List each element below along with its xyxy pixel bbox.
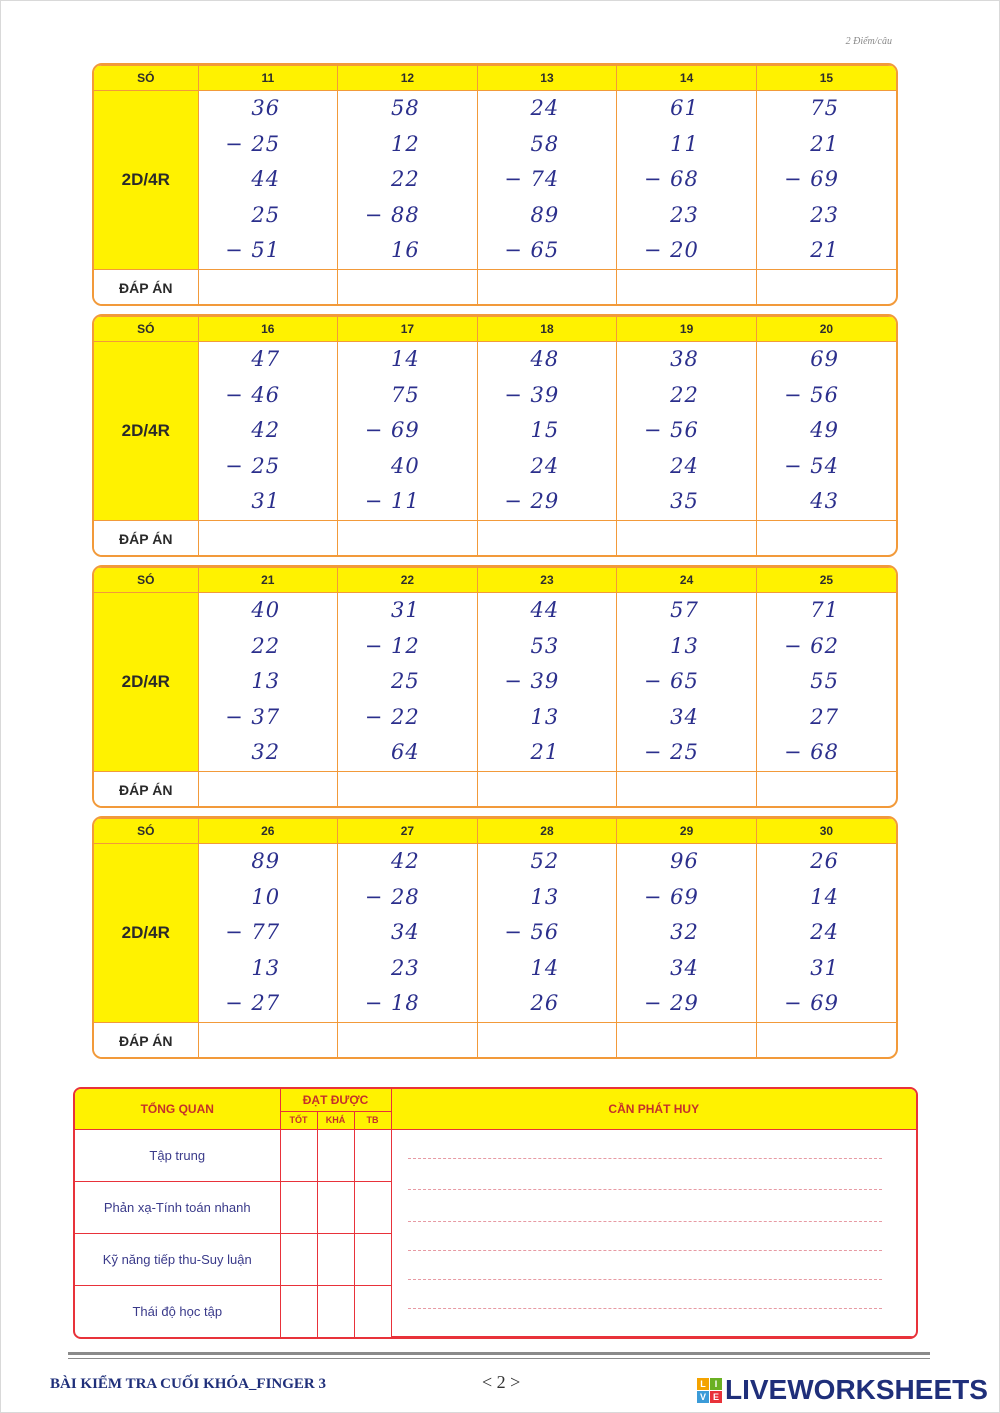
operand: − 39 xyxy=(504,669,560,694)
problem-numbers xyxy=(756,91,896,270)
operand: − 29 xyxy=(643,991,699,1016)
fair-header: KHÁ xyxy=(317,1111,354,1129)
so-header: SÓ xyxy=(94,819,198,844)
problem-block xyxy=(92,63,898,306)
good-header: TỐT xyxy=(280,1111,317,1129)
operand: 40 xyxy=(390,453,420,478)
operand: 31 xyxy=(810,955,839,980)
problem-number: 21 xyxy=(198,568,338,593)
operand: − 37 xyxy=(225,704,281,729)
problem-numbers xyxy=(756,593,896,772)
so-header: SÓ xyxy=(94,317,198,342)
answer-cell[interactable] xyxy=(617,520,757,557)
answer-cell[interactable] xyxy=(477,771,617,808)
criterion-reasoning: Kỹ năng tiếp thu-Suy luận xyxy=(75,1234,280,1286)
operand: 10 xyxy=(251,884,281,909)
problem-numbers xyxy=(198,342,338,521)
problem-numbers xyxy=(617,844,757,1023)
operand: 31 xyxy=(390,598,420,622)
operand: 71 xyxy=(810,598,839,622)
operand: 48 xyxy=(530,347,560,371)
rating-good-cell[interactable] xyxy=(280,1286,317,1337)
operand: 75 xyxy=(390,382,420,407)
operand: 14 xyxy=(530,955,560,980)
operand: 26 xyxy=(530,991,560,1016)
operand: 16 xyxy=(390,238,420,263)
row-label: 2D/4R xyxy=(94,91,198,270)
answer-label: ĐÁP ÁN xyxy=(94,269,198,306)
problem-numbers xyxy=(198,593,338,772)
page-number: < 2 > xyxy=(482,1372,521,1392)
operand: − 68 xyxy=(784,740,839,765)
answer-cell[interactable] xyxy=(198,771,338,808)
rating-good-cell[interactable] xyxy=(280,1234,317,1286)
operand: 89 xyxy=(530,202,560,227)
operand: 32 xyxy=(251,740,281,765)
operand: 61 xyxy=(670,96,699,120)
rating-fair-cell[interactable] xyxy=(317,1234,354,1286)
answer-cell[interactable] xyxy=(617,269,757,306)
problem-numbers xyxy=(338,342,478,521)
operand: 21 xyxy=(530,740,560,765)
answer-cell[interactable] xyxy=(338,1022,478,1059)
problem-block xyxy=(92,816,898,1059)
operand: 35 xyxy=(670,489,699,514)
summary-table xyxy=(73,1087,918,1339)
operand: − 88 xyxy=(364,202,420,227)
answer-cell[interactable] xyxy=(338,771,478,808)
problem-numbers xyxy=(338,91,478,270)
operand: 75 xyxy=(810,96,839,120)
criterion-reflex: Phản xạ-Tính toán nhanh xyxy=(75,1181,280,1233)
operand: 53 xyxy=(530,633,560,658)
footer-divider xyxy=(68,1352,930,1355)
operand: − 29 xyxy=(504,489,560,514)
problem-number: 23 xyxy=(477,568,617,593)
problem-numbers xyxy=(198,844,338,1023)
operand: 22 xyxy=(670,382,699,407)
operand: 23 xyxy=(810,202,839,227)
answer-cell[interactable] xyxy=(477,269,617,306)
answer-cell[interactable] xyxy=(477,520,617,557)
operand: − 20 xyxy=(643,238,699,263)
operand: − 56 xyxy=(784,382,839,407)
operand: 22 xyxy=(390,167,420,192)
answer-label: ĐÁP ÁN xyxy=(94,1022,198,1059)
operand: 21 xyxy=(810,238,839,263)
operand: − 77 xyxy=(225,920,281,945)
avg-header: TB xyxy=(354,1111,391,1129)
operand: − 12 xyxy=(364,633,420,658)
problem-numbers xyxy=(617,91,757,270)
operand: 64 xyxy=(390,740,420,765)
operand: − 69 xyxy=(784,991,839,1016)
operand: 13 xyxy=(670,633,699,658)
operand: − 65 xyxy=(643,669,699,694)
operand: 25 xyxy=(251,202,281,227)
operand: 13 xyxy=(530,704,560,729)
operand: − 69 xyxy=(784,167,839,192)
operand: 47 xyxy=(251,347,281,371)
operand: − 68 xyxy=(643,167,699,192)
problem-numbers xyxy=(756,844,896,1023)
answer-cell[interactable] xyxy=(198,1022,338,1059)
problem-number: 28 xyxy=(477,819,617,844)
operand: 44 xyxy=(251,167,281,192)
operand: − 74 xyxy=(504,167,560,192)
logo-icon: L I V E xyxy=(697,1378,722,1403)
operand: 13 xyxy=(251,955,281,980)
operand: 36 xyxy=(251,96,281,120)
notes-area[interactable] xyxy=(391,1129,916,1337)
problem-block xyxy=(92,565,898,808)
operand: 57 xyxy=(670,598,699,622)
problem-numbers xyxy=(338,593,478,772)
operand: 52 xyxy=(530,849,560,873)
operand: 43 xyxy=(810,489,839,514)
operand: 24 xyxy=(670,453,699,478)
promote-header: CẦN PHÁT HUY xyxy=(391,1089,916,1129)
operand: − 25 xyxy=(643,740,699,765)
answer-cell[interactable] xyxy=(198,520,338,557)
problem-number: 22 xyxy=(338,568,478,593)
answer-cell[interactable] xyxy=(756,1022,896,1059)
problem-numbers xyxy=(338,844,478,1023)
problem-numbers xyxy=(617,342,757,521)
overview-header: TỔNG QUAN xyxy=(75,1089,280,1129)
operand: 42 xyxy=(251,418,281,443)
answer-cell[interactable] xyxy=(756,771,896,808)
problem-numbers xyxy=(477,593,617,772)
operand: 58 xyxy=(390,96,420,120)
logo-text: LIVEWORKSHEETS xyxy=(725,1374,988,1405)
operand: 23 xyxy=(390,955,420,980)
problem-number: 13 xyxy=(477,66,617,91)
operand: 13 xyxy=(530,884,560,909)
liveworksheets-logo xyxy=(697,1374,988,1406)
problem-number: 11 xyxy=(198,66,338,91)
problem-number: 19 xyxy=(617,317,757,342)
problem-numbers xyxy=(617,593,757,772)
problem-number: 20 xyxy=(756,317,896,342)
so-header: SÓ xyxy=(94,568,198,593)
operand: 55 xyxy=(810,669,839,694)
answer-cell[interactable] xyxy=(338,269,478,306)
operand: − 18 xyxy=(364,991,420,1016)
operand: 23 xyxy=(670,202,699,227)
operand: − 69 xyxy=(364,418,420,443)
operand: − 22 xyxy=(364,704,420,729)
row-label: 2D/4R xyxy=(94,593,198,772)
operand: − 51 xyxy=(225,238,281,263)
answer-cell[interactable] xyxy=(617,771,757,808)
problem-number: 14 xyxy=(617,66,757,91)
problem-number: 18 xyxy=(477,317,617,342)
operand: 34 xyxy=(390,920,420,945)
answer-cell[interactable] xyxy=(756,520,896,557)
operand: − 27 xyxy=(225,991,281,1016)
operand: − 54 xyxy=(784,453,839,478)
problem-number: 30 xyxy=(756,819,896,844)
problem-number: 12 xyxy=(338,66,478,91)
operand: − 62 xyxy=(784,633,839,658)
problem-numbers xyxy=(198,91,338,270)
problem-number: 15 xyxy=(756,66,896,91)
operand: − 46 xyxy=(225,382,281,407)
problem-number: 29 xyxy=(617,819,757,844)
operand: 69 xyxy=(810,347,839,371)
operand: 32 xyxy=(670,920,699,945)
criterion-focus: Tập trung xyxy=(75,1129,280,1181)
operand: − 56 xyxy=(504,920,560,945)
operand: 49 xyxy=(810,418,839,443)
rating-avg-cell[interactable] xyxy=(354,1129,391,1181)
operand: − 65 xyxy=(504,238,560,263)
operand: − 25 xyxy=(225,131,281,156)
footer-divider-thin xyxy=(68,1358,930,1359)
points-note: 2 Điểm/câu xyxy=(845,36,892,47)
operand: 34 xyxy=(670,704,699,729)
operand: 22 xyxy=(251,633,281,658)
answer-cell[interactable] xyxy=(198,269,338,306)
operand: − 11 xyxy=(364,489,420,514)
rating-good-cell[interactable] xyxy=(280,1129,317,1181)
operand: 15 xyxy=(530,418,560,443)
operand: 96 xyxy=(670,849,699,873)
rating-good-cell[interactable] xyxy=(280,1181,317,1233)
operand: − 25 xyxy=(225,453,281,478)
answer-label: ĐÁP ÁN xyxy=(94,520,198,557)
problem-number: 26 xyxy=(198,819,338,844)
operand: 12 xyxy=(390,131,420,156)
answer-cell[interactable] xyxy=(617,1022,757,1059)
problem-block xyxy=(92,314,898,557)
answer-cell[interactable] xyxy=(338,520,478,557)
operand: − 69 xyxy=(643,884,699,909)
row-label: 2D/4R xyxy=(94,342,198,521)
operand: 27 xyxy=(810,704,839,729)
problem-numbers xyxy=(477,91,617,270)
operand: 42 xyxy=(390,849,420,873)
operand: 25 xyxy=(390,669,420,694)
operand: 34 xyxy=(670,955,699,980)
operand: − 28 xyxy=(364,884,420,909)
rating-fair-cell[interactable] xyxy=(317,1129,354,1181)
operand: − 39 xyxy=(504,382,560,407)
operand: 58 xyxy=(530,131,560,156)
answer-label: ĐÁP ÁN xyxy=(94,771,198,808)
problem-number: 17 xyxy=(338,317,478,342)
operand: 14 xyxy=(390,347,420,371)
rating-fair-cell[interactable] xyxy=(317,1181,354,1233)
problem-number: 24 xyxy=(617,568,757,593)
operand: 89 xyxy=(251,849,281,873)
rating-avg-cell[interactable] xyxy=(354,1181,391,1233)
operand: 40 xyxy=(251,598,281,622)
problem-number: 16 xyxy=(198,317,338,342)
operand: 44 xyxy=(530,598,560,622)
operand: 21 xyxy=(810,131,839,156)
operand: 13 xyxy=(251,669,281,694)
operand: 31 xyxy=(251,489,281,514)
operand: 24 xyxy=(530,96,560,120)
row-label: 2D/4R xyxy=(94,844,198,1023)
problem-numbers xyxy=(477,844,617,1023)
so-header: SÓ xyxy=(94,66,198,91)
problem-number: 25 xyxy=(756,568,896,593)
problem-numbers xyxy=(756,342,896,521)
operand: 24 xyxy=(810,920,839,945)
rating-avg-cell[interactable] xyxy=(354,1286,391,1337)
operand: 14 xyxy=(810,884,839,909)
operand: 26 xyxy=(810,849,839,873)
rating-fair-cell[interactable] xyxy=(317,1286,354,1337)
rating-avg-cell[interactable] xyxy=(354,1234,391,1286)
operand: − 56 xyxy=(643,418,699,443)
problem-numbers xyxy=(477,342,617,521)
criterion-attitude: Thái độ học tập xyxy=(75,1286,280,1337)
answer-cell[interactable] xyxy=(756,269,896,306)
operand: 11 xyxy=(670,131,699,156)
problem-number: 27 xyxy=(338,819,478,844)
operand: 24 xyxy=(530,453,560,478)
footer-title: BÀI KIỂM TRA CUỐI KHÓA_FINGER 3 xyxy=(50,1376,327,1392)
achieved-header: ĐẠT ĐƯỢC xyxy=(280,1089,391,1111)
answer-cell[interactable] xyxy=(477,1022,617,1059)
operand: 38 xyxy=(670,347,699,371)
